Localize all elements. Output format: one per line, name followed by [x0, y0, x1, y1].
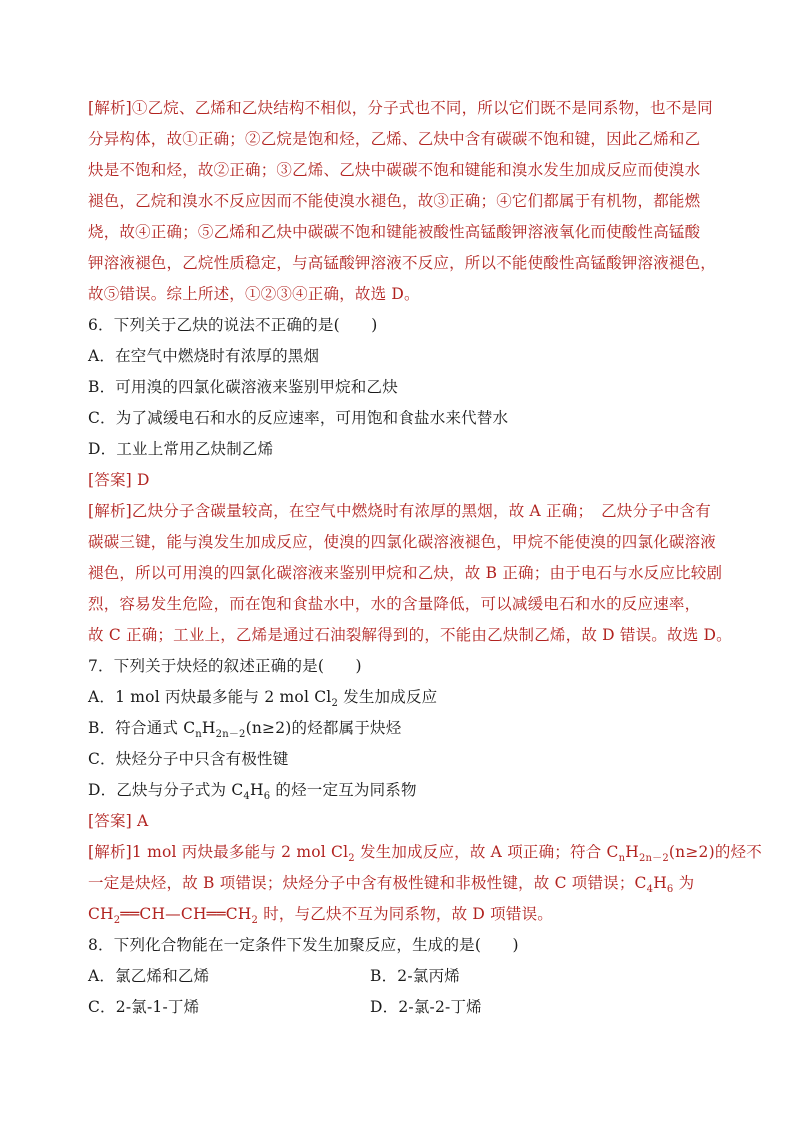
q8-option-b: B．2-氯丙烯 — [370, 967, 460, 985]
q5-analysis-line: [解析]①乙烷、乙烯和乙炔结构不相似，分子式也不同，所以它们既不是同系物，也不是同 — [88, 99, 713, 117]
q7-option-a: A．1 mol 丙炔最多能与 2 mol $Cl_2$ 发生加成反应 — [88, 688, 438, 710]
q5-analysis-line: 褪色，乙烷和溴水不反应因而不能使溴水褪色，故③正确；④它们都属于有机物，都能燃 — [88, 192, 701, 210]
q6-analysis-line: 碳碳三键，能与溴发生加成反应，使溴的四氯化碳溶液褪色，甲烷不能使溴的四氯化碳溶液 — [88, 533, 717, 551]
q7-stem: 7．下列关于炔烃的叙述正确的是( ) — [88, 657, 362, 675]
q6-option-a: A．在空气中燃烧时有浓厚的黑烟 — [88, 347, 320, 365]
q6-analysis-line: 烈，容易发生危险，而在饱和食盐水中，水的含量降低，可以减缓电石和水的反应速率， — [88, 595, 701, 613]
q8-options-row — [88, 992, 738, 1023]
q7-option-b: B．符合通式 $C_nH_{2n-2}(n\ge 2)$的烃都属于炔烃 — [88, 719, 402, 741]
q5-analysis-line: 烧，故④正确；⑤乙烯和乙炔中碳碳不饱和键能被酸性高锰酸钾溶液氧化而使酸性高锰酸 — [88, 223, 701, 241]
q7-option-c: C．炔烃分子中只含有极性键 — [88, 750, 289, 768]
q5-analysis-line: 钾溶液褪色，乙烷性质稳定，与高锰酸钾溶液不反应，所以不能使酸性高锰酸钾溶液褪色， — [88, 254, 717, 272]
q6-option-b: B．可用溴的四氯化碳溶液来鉴别甲烷和乙炔 — [88, 378, 398, 396]
q6-answer: [答案] D — [88, 471, 150, 489]
q6-option-d: D．工业上常用乙炔制乙烯 — [88, 440, 274, 458]
q8-option-a: A．氯乙烯和乙烯 — [88, 967, 210, 985]
q5-analysis-line: 炔是不饱和烃，故②正确；③乙烯、乙炔中碳碳不饱和键能和溴水发生加成反应而使溴水 — [88, 161, 701, 179]
q6-stem: 6．下列关于乙炔的说法不正确的是( ) — [88, 316, 378, 334]
q7-analysis-line: $CH_2══CH—CH══CH_2$ 时，与乙炔不互为同系物，故 D 项错误。 — [88, 905, 553, 927]
q7-answer: [答案] A — [88, 812, 149, 830]
q6-analysis-line: [解析]乙炔分子含碳量较高，在空气中燃烧时有浓厚的黑烟，故 A 正确； 乙炔分子中含有 — [88, 502, 711, 520]
q8-option-c: C．2-氯-1-丁烯 — [88, 998, 200, 1016]
q8-options-row — [88, 961, 738, 992]
q6-option-c: C．为了减缓电石和水的反应速率，可用饱和食盐水来代替水 — [88, 409, 509, 427]
q6-analysis-line: 褪色，所以可用溴的四氯化碳溶液来鉴别甲烷和乙炔，故 B 正确；由于电石与水反应比较剧 — [88, 564, 723, 582]
q8-option-d: D．2-氯-2-丁烯 — [370, 998, 482, 1016]
q5-analysis-line: 故⑤错误。综上所述，①②③④正确，故选 D。 — [88, 285, 420, 303]
q6-analysis-line: 故 C 正确；工业上，乙烯是通过石油裂解得到的，不能由乙炔制乙烯，故 D 错误。故选 D。 — [88, 626, 732, 644]
q8-stem: 8．下列化合物能在一定条件下发生加聚反应，生成的是( ) — [88, 936, 519, 954]
q7-analysis-line: 一定是炔烃，故 B 项错误；炔烃分子中含有极性键和非极性键，故 C 项错误；$C_4H_6$ 为 — [88, 874, 695, 896]
q7-option-d: D．乙炔与分子式为 $C_4H_6$ 的烃一定互为同系物 — [88, 781, 417, 803]
q5-analysis-line: 分异构体，故①正确；②乙烷是饱和烃，乙烯、乙炔中含有碳碳不饱和键，因此乙烯和乙 — [88, 130, 701, 148]
q7-analysis-line: [解析]1 mol 丙炔最多能与 2 mol $Cl_2$ 发生加成反应，故 A 项正确；符合 $C_nH_{2n-2}(n\ge 2)$的烃不 — [88, 843, 762, 865]
document-content — [88, 93, 762, 1023]
